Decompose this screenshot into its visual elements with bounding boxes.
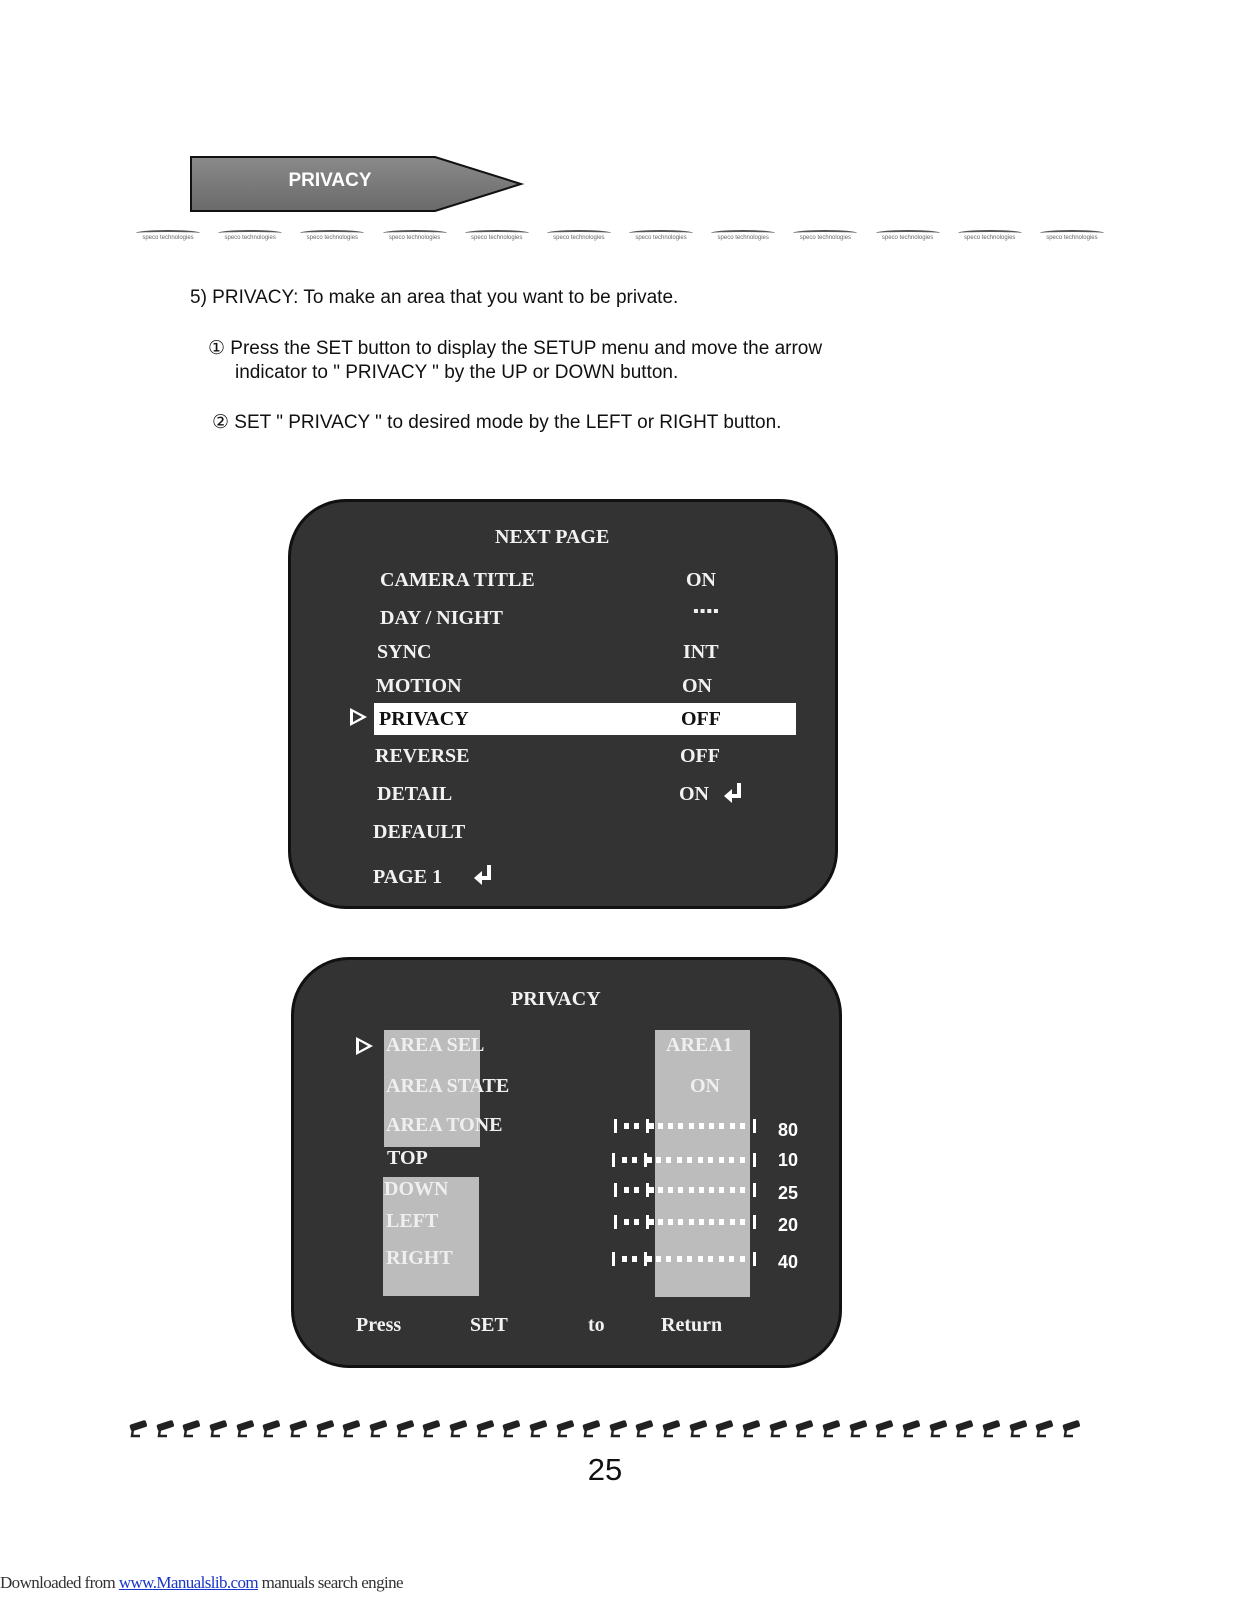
camera-icon xyxy=(981,1418,1003,1438)
speco-logo xyxy=(377,227,453,245)
section-title: PRIVACY xyxy=(288,170,372,191)
menu-value-detail: ON xyxy=(679,783,709,805)
camera-icon xyxy=(581,1418,603,1438)
camera-icon xyxy=(1008,1418,1030,1438)
speco-logo-text: speco technologies xyxy=(881,235,934,241)
menu-label-reverse: REVERSE xyxy=(375,745,470,767)
privacy-label-right: RIGHT xyxy=(386,1247,453,1269)
camera-icon xyxy=(475,1418,497,1438)
menu-label-day-night: DAY / NIGHT xyxy=(380,607,503,629)
camera-icon xyxy=(395,1418,417,1438)
step1-text-line2: indicator to " PRIVACY " by the UP or DOWN button. xyxy=(235,362,679,383)
step2-text: ② SET " PRIVACY " to desired mode by the LEFT or RIGHT button. xyxy=(212,412,782,433)
camera-icon xyxy=(315,1418,337,1438)
privacy-value-right: 40 xyxy=(778,1252,799,1272)
privacy-label-down: DOWN xyxy=(384,1178,449,1200)
speco-logo xyxy=(212,227,288,245)
camera-icon xyxy=(741,1418,763,1438)
camera-icon xyxy=(874,1418,896,1438)
camera-icon xyxy=(155,1418,177,1438)
camera-icon xyxy=(181,1418,203,1438)
camera-icon xyxy=(368,1418,390,1438)
privacy-label-area-tone: AREA TONE xyxy=(386,1114,503,1136)
camera-icon-divider xyxy=(128,1418,1083,1442)
privacy-value-area-sel[interactable]: AREA1 xyxy=(666,1034,733,1056)
footer-return: Return xyxy=(661,1314,723,1336)
privacy-label-area-state: AREA STATE xyxy=(386,1075,510,1097)
camera-icon xyxy=(128,1418,150,1438)
menu-label-detail: DETAIL xyxy=(377,783,453,805)
camera-icon xyxy=(1061,1418,1083,1438)
camera-icon xyxy=(1034,1418,1056,1438)
menu-label-page1: PAGE 1 xyxy=(373,866,443,888)
speco-logo-text: speco technologies xyxy=(142,235,194,241)
speco-logo-text: speco technologies xyxy=(553,235,605,241)
camera-icon xyxy=(848,1418,870,1438)
left-slider[interactable] xyxy=(614,1215,756,1229)
speco-logo xyxy=(705,227,781,245)
speco-logo-text: speco technologies xyxy=(635,235,687,241)
menu-value-privacy[interactable]: OFF xyxy=(681,708,721,730)
camera-icon xyxy=(794,1418,816,1438)
speco-logo xyxy=(623,227,699,245)
footer-to: to xyxy=(588,1314,605,1336)
speco-logo-text: speco technologies xyxy=(1046,235,1098,241)
speco-logo-text: speco technologies xyxy=(471,235,523,241)
camera-icon xyxy=(954,1418,976,1438)
footer-prefix: Downloaded from xyxy=(0,1573,119,1592)
camera-icon xyxy=(208,1418,230,1438)
camera-icon xyxy=(528,1418,550,1438)
speco-logo xyxy=(459,227,535,245)
privacy-label-area-sel[interactable]: AREA SEL xyxy=(386,1034,485,1056)
speco-logo-banner xyxy=(130,227,1110,245)
footer-press: Press xyxy=(356,1314,402,1336)
camera-icon xyxy=(634,1418,656,1438)
speco-logo xyxy=(870,227,946,245)
intro-text: 5) PRIVACY: To make an area that you want to be private. xyxy=(190,287,679,308)
speco-logo xyxy=(130,227,206,245)
enter-icon xyxy=(723,782,745,804)
privacy-label-top: TOP xyxy=(387,1147,428,1169)
camera-icon xyxy=(421,1418,443,1438)
camera-icon xyxy=(501,1418,523,1438)
camera-icon xyxy=(341,1418,363,1438)
camera-icon xyxy=(235,1418,257,1438)
camera-icon xyxy=(661,1418,683,1438)
speco-logo-text: speco technologies xyxy=(799,235,852,241)
privacy-value-area-tone: 80 xyxy=(778,1120,799,1140)
menu-value-camera-title: ON xyxy=(686,569,716,591)
menu-pointer-icon xyxy=(350,708,367,726)
camera-icon xyxy=(688,1418,710,1438)
down-slider[interactable] xyxy=(614,1183,756,1197)
page-number: 25 xyxy=(587,1452,623,1487)
camera-icon xyxy=(928,1418,950,1438)
osd-title: PRIVACY xyxy=(511,988,601,1010)
camera-icon xyxy=(821,1418,843,1438)
right-slider[interactable] xyxy=(612,1252,756,1266)
privacy-value-area-state: ON xyxy=(690,1075,720,1097)
speco-logo-text: speco technologies xyxy=(224,235,276,241)
menu-label-privacy[interactable]: PRIVACY xyxy=(379,708,469,730)
camera-icon xyxy=(608,1418,630,1438)
enter-icon xyxy=(473,864,495,886)
top-slider[interactable] xyxy=(612,1153,756,1167)
speco-logo-text: speco technologies xyxy=(964,235,1016,241)
download-footer xyxy=(0,1573,403,1593)
camera-icon xyxy=(555,1418,577,1438)
menu-label-sync: SYNC xyxy=(377,641,432,663)
footer-set: SET xyxy=(470,1314,508,1336)
speco-logo xyxy=(787,227,863,245)
footer-suffix: manuals search engine xyxy=(258,1573,403,1592)
privacy-value-top: 10 xyxy=(778,1150,799,1170)
area-tone-slider[interactable] xyxy=(614,1119,756,1133)
camera-icon xyxy=(448,1418,470,1438)
privacy-value-left: 20 xyxy=(778,1215,799,1235)
camera-icon xyxy=(901,1418,923,1438)
menu-label-motion: MOTION xyxy=(376,675,462,697)
speco-logo xyxy=(294,227,370,245)
menu-value-reverse: OFF xyxy=(680,745,720,767)
menu-label-camera-title: CAMERA TITLE xyxy=(380,569,535,591)
speco-logo xyxy=(952,227,1028,245)
menu-value-sync: INT xyxy=(683,641,719,663)
privacy-value-down: 25 xyxy=(778,1183,799,1203)
speco-logo-text: speco technologies xyxy=(388,235,441,241)
menu-pointer-icon xyxy=(356,1037,373,1055)
speco-logo xyxy=(541,227,617,245)
privacy-label-left: LEFT xyxy=(386,1210,439,1232)
menu-value-motion: ON xyxy=(682,675,712,697)
speco-logo xyxy=(1034,227,1110,245)
privacy-osd-screen xyxy=(291,957,842,1368)
camera-icon xyxy=(714,1418,736,1438)
osd-title: NEXT PAGE xyxy=(495,526,610,548)
menu-value-day-night: ▪▪▪▪ xyxy=(693,603,720,620)
speco-logo-text: speco technologies xyxy=(306,235,359,241)
manualslib-link[interactable]: www.Manualslib.com xyxy=(118,1573,259,1592)
next-page-osd-screen xyxy=(288,499,838,909)
camera-icon xyxy=(768,1418,790,1438)
speco-logo-text: speco technologies xyxy=(717,235,769,241)
camera-icon xyxy=(261,1418,283,1438)
step1-text-line1: ① Press the SET button to display the SETUP menu and move the arrow xyxy=(208,338,823,359)
camera-icon xyxy=(288,1418,310,1438)
menu-label-default: DEFAULT xyxy=(373,821,466,843)
